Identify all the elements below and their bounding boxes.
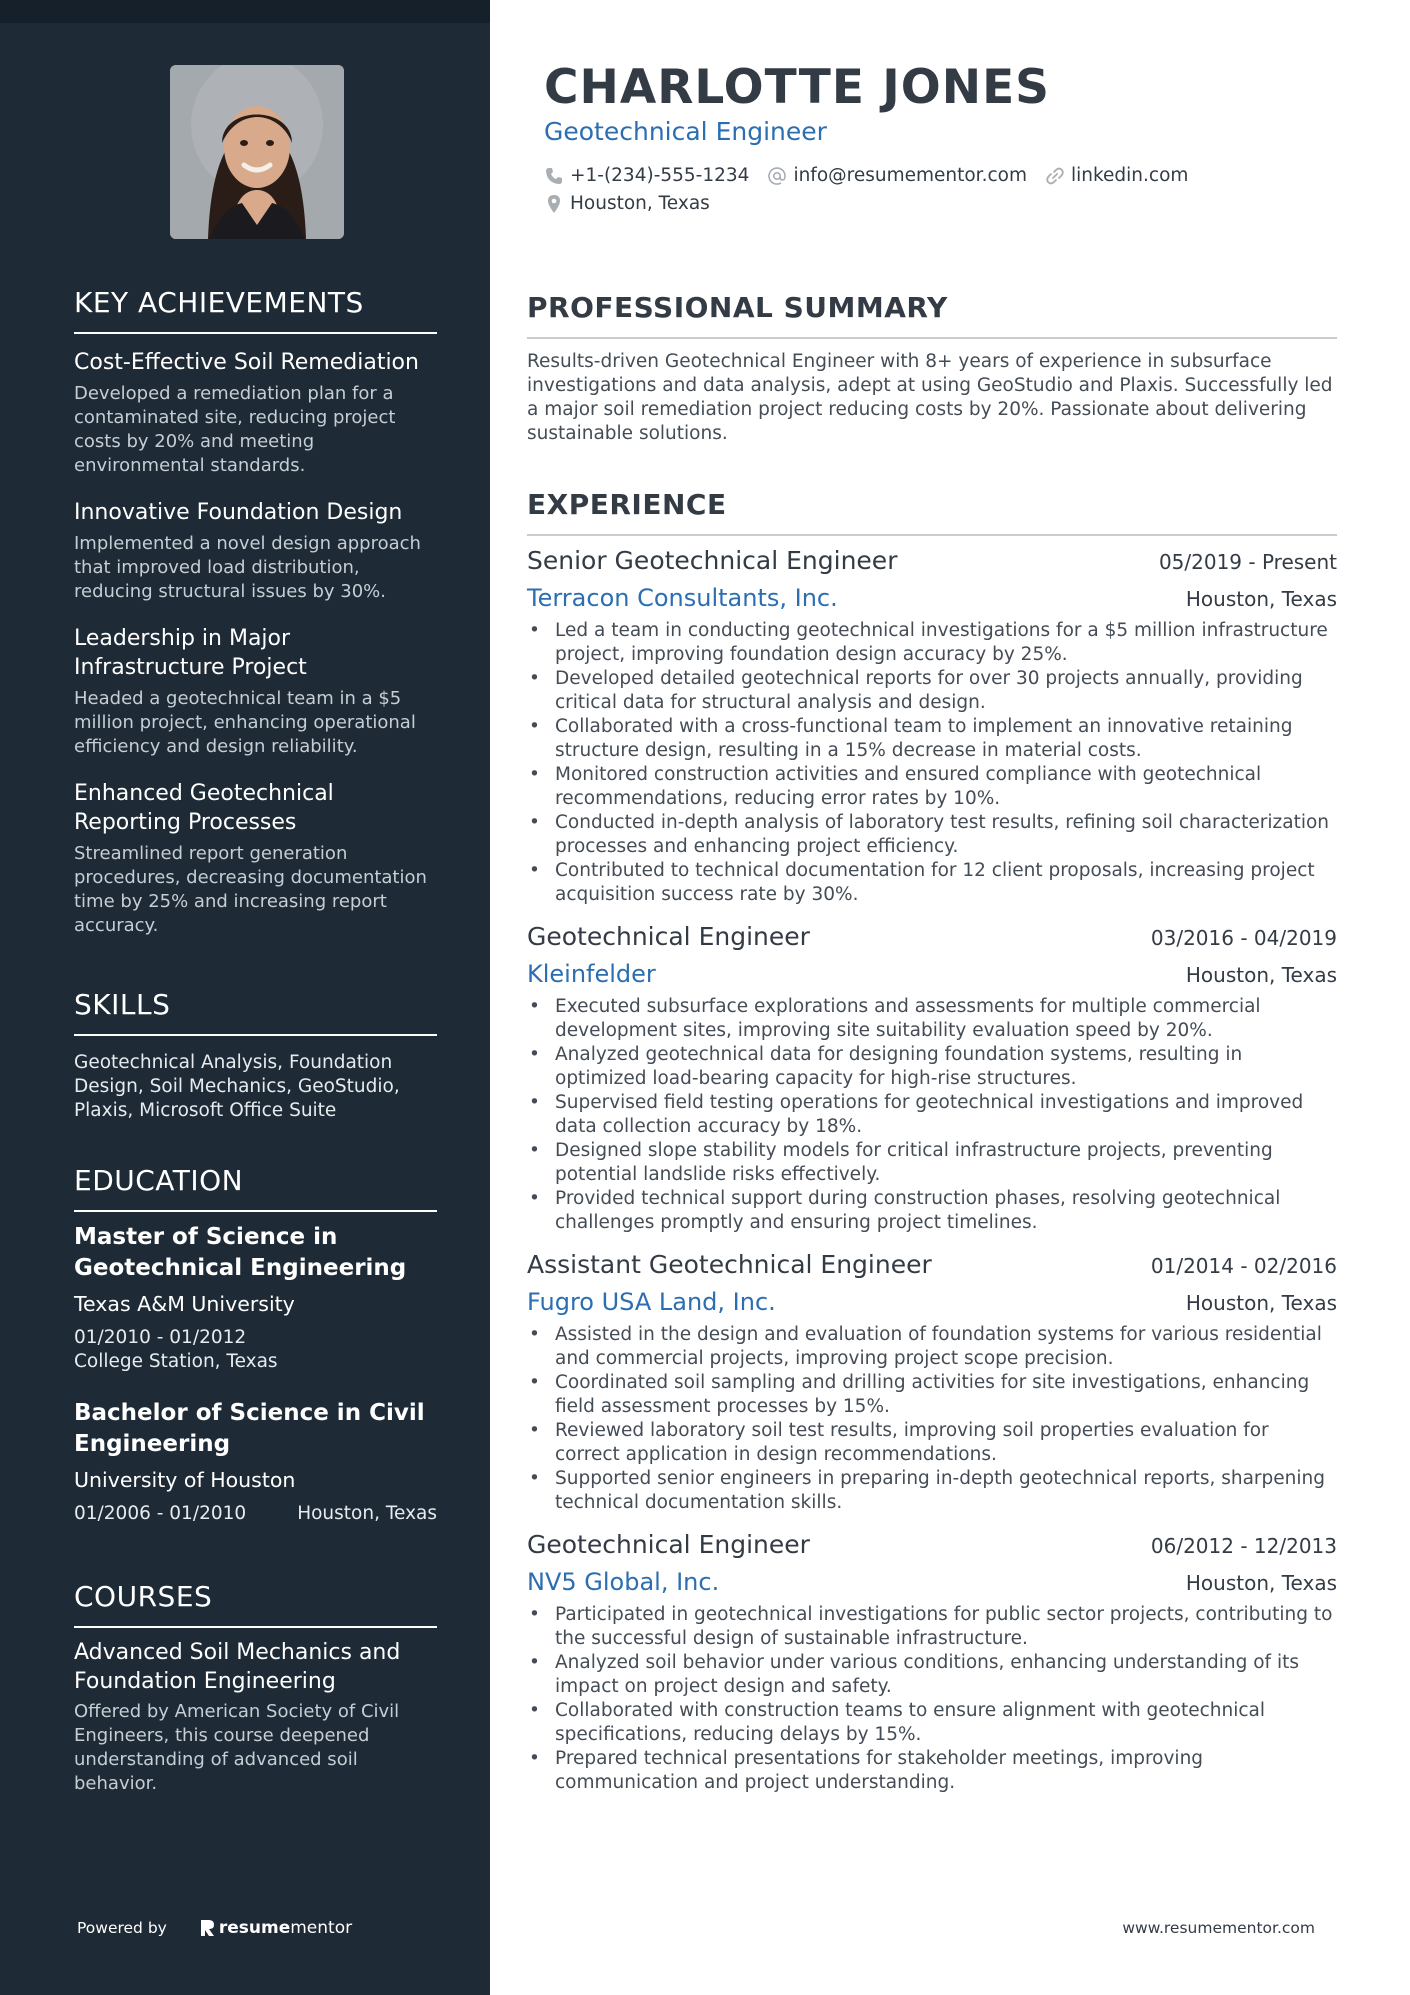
job-header [527, 1527, 1337, 1564]
job-location: Houston, Texas [1185, 1571, 1337, 1595]
job-subheader [527, 1284, 1337, 1321]
job-location: Houston, Texas [1185, 963, 1337, 987]
job-entry [527, 919, 1337, 1235]
job-bullet: • Collaborated with construction teams to ensure alignment with geotechnical specifications, reducing delays by 15%. [527, 1699, 1337, 1747]
job-bullet: • Executed subsurface explorations and assessments for multiple commercial development sites, improving site suitability evaluation speed by 20%. [527, 995, 1337, 1043]
job-role: Geotechnical Engineer [527, 922, 810, 951]
job-bullet: • Conducted in-depth analysis of laboratory test results, refining soil characterization processes and enhancing project efficiency. [527, 811, 1337, 859]
job-entry [527, 1527, 1337, 1795]
job-header [527, 919, 1337, 956]
course-title: Advanced Soil Mechanics and Foundation Engineering [74, 1640, 401, 1694]
summary-text: Results-driven Geotechnical Engineer with 8+ years of experience in subsurface investigations and data analysis, adept at using GeoStudio and Plaxis. Successfully led a major soil remediation project reducing costs by 20%. Passionate about delivering sustainable solutions. [527, 351, 1333, 444]
job-bullets [527, 619, 1337, 907]
achievement-desc: Streamlined report generation procedures, decreasing documentation time by 25% and increasing report accuracy. [74, 843, 427, 936]
job-entry [527, 1247, 1337, 1515]
skills-list: Geotechnical Analysis, Foundation Design, Soil Mechanics, GeoStudio, Plaxis, Microsoft Office Suite [74, 1052, 400, 1121]
resumementor-logo-icon [199, 1918, 215, 1938]
course-desc: Offered by American Society of Civil Engineers, this course deepened understanding of advanced soil behavior. [74, 1701, 400, 1794]
powered-by-label: Powered by [77, 1919, 167, 1937]
job-header [527, 543, 1337, 580]
contact-email[interactable] [767, 162, 1027, 190]
achievement-desc: Implemented a novel design approach that improved load distribution, reducing structural issues by 30%. [74, 533, 421, 602]
job-bullet: • Coordinated soil sampling and drilling activities for site investigations, enhancing field assessment processes by 15%. [527, 1371, 1337, 1419]
achievement-title: Leadership in Major Infrastructure Project [74, 626, 307, 680]
phone-text: +1-(234)-555-1234 [570, 165, 750, 186]
education-list [74, 1222, 437, 1526]
achievement-item [74, 624, 437, 759]
job-bullet: • Monitored construction activities and ensured compliance with geotechnical recommendations, reducing error rates by 10%. [527, 763, 1337, 811]
job-bullet: • Designed slope stability models for critical infrastructure projects, preventing potential landslide risks effectively. [527, 1139, 1337, 1187]
courses-heading: COURSES [74, 1580, 437, 1628]
job-bullets [527, 1603, 1337, 1795]
job-bullets [527, 995, 1337, 1235]
job-bullet: • Reviewed laboratory soil test results, improving soil properties evaluation for correct application in design recommendations. [527, 1419, 1337, 1467]
experience-heading: EXPERIENCE [527, 488, 1337, 536]
job-dates: 05/2019 - Present [1158, 550, 1337, 574]
job-bullet: • Led a team in conducting geotechnical investigations for a $5 million infrastructure project, improving foundation design accuracy by 25%. [527, 619, 1337, 667]
courses-list [74, 1638, 437, 1796]
job-role: Senior Geotechnical Engineer [527, 546, 898, 575]
job-subheader [527, 1564, 1337, 1601]
job-bullet: • Provided technical support during construction phases, resolving geotechnical challenges promptly and ensuring project timelines. [527, 1187, 1337, 1235]
website-link[interactable]: www.resumementor.com [1122, 1919, 1315, 1937]
education-dates: 01/2010 - 01/2012 [74, 1327, 247, 1348]
achievement-title: Enhanced Geotechnical Reporting Processes [74, 781, 334, 835]
education-school: University of Houston [74, 1468, 296, 1492]
linkedin-text: linkedin.com [1070, 165, 1189, 186]
powered-by [77, 1918, 352, 1938]
sidebar-top-strip [0, 0, 490, 23]
brand-logo[interactable] [199, 1918, 352, 1938]
experience-list [527, 543, 1337, 1807]
job-bullet: • Assisted in the design and evaluation of foundation systems for various residential and commercial projects, improving project scope precision. [527, 1323, 1337, 1371]
job-bullet: • Supervised field testing operations for geotechnical investigations and improved data collection accuracy by 18%. [527, 1091, 1337, 1139]
job-bullets [527, 1323, 1337, 1515]
job-company: NV5 Global, Inc. [527, 1568, 720, 1596]
achievement-title: Innovative Foundation Design [74, 500, 403, 525]
education-school: Texas A&M University [74, 1292, 295, 1316]
course-item [74, 1638, 437, 1796]
achievement-item [74, 348, 437, 478]
job-bullet: • Collaborated with a cross-functional team to implement an innovative retaining structure design, resulting in a 15% decrease in material costs. [527, 715, 1337, 763]
education-location: College Station, Texas [74, 1351, 278, 1372]
achievement-item [74, 498, 437, 604]
profile-photo [170, 65, 344, 239]
skills-heading: SKILLS [74, 988, 437, 1036]
sidebar [0, 0, 490, 1995]
job-dates: 06/2012 - 12/2013 [1150, 1534, 1337, 1558]
achievement-desc: Developed a remediation plan for a contaminated site, reducing project costs by 20% and meeting environmental standards. [74, 383, 396, 476]
education-item [74, 1222, 437, 1374]
job-bullet: • Developed detailed geotechnical reports for over 30 projects annually, providing critical data for structural analysis and design. [527, 667, 1337, 715]
job-dates: 03/2016 - 04/2019 [1150, 926, 1337, 950]
job-role: Assistant Geotechnical Engineer [527, 1250, 932, 1279]
contact-phone[interactable] [544, 162, 749, 190]
job-bullet: • Analyzed soil behavior under various conditions, enhancing understanding of its impact on project design and safety. [527, 1651, 1337, 1699]
education-dates: 01/2006 - 01/2010 [74, 1503, 247, 1524]
location-pin-icon [544, 194, 564, 214]
job-company: Fugro USA Land, Inc. [527, 1288, 776, 1316]
location-text: Houston, Texas [570, 193, 710, 214]
phone-icon [544, 166, 564, 186]
candidate-name: CHARLOTTE JONES [544, 60, 1051, 115]
job-entry [527, 543, 1337, 907]
education-degree: Bachelor of Science in Civil Engineering [74, 1400, 425, 1457]
job-location: Houston, Texas [1185, 1291, 1337, 1315]
contact-linkedin[interactable] [1045, 162, 1188, 190]
job-bullet: • Participated in geotechnical investigations for public sector projects, contributing to the successful design of sustainable infrastructure. [527, 1603, 1337, 1651]
job-subheader [527, 580, 1337, 617]
contact-info [544, 162, 1344, 218]
job-bullet: • Analyzed geotechnical data for designing foundation systems, resulting in optimized load-bearing capacity for high-rise structures. [527, 1043, 1337, 1091]
email-text: info@resumementor.com [793, 165, 1027, 186]
achievements-heading: KEY ACHIEVEMENTS [74, 286, 437, 334]
brand-name-rest: mentor [290, 1918, 353, 1938]
job-subheader [527, 956, 1337, 993]
job-location: Houston, Texas [1185, 587, 1337, 611]
achievements-list [74, 348, 437, 958]
at-sign-icon [767, 166, 787, 186]
education-degree: Master of Science in Geotechnical Engineering [74, 1224, 407, 1281]
job-bullet: • Prepared technical presentations for stakeholder meetings, improving communication and project understanding. [527, 1747, 1337, 1795]
job-company: Kleinfelder [527, 960, 656, 988]
job-company: Terracon Consultants, Inc. [527, 584, 838, 612]
summary-heading: PROFESSIONAL SUMMARY [527, 291, 1337, 339]
link-icon [1045, 166, 1065, 186]
education-location: Houston, Texas [297, 1503, 437, 1524]
education-item [74, 1398, 437, 1526]
education-heading: EDUCATION [74, 1164, 437, 1212]
job-bullet: • Contributed to technical documentation for 12 client proposals, increasing project acquisition success rate by 30%. [527, 859, 1337, 907]
brand-name-bold: resume [218, 1918, 291, 1938]
achievement-title: Cost-Effective Soil Remediation [74, 350, 419, 375]
contact-location [544, 190, 710, 218]
job-bullet: • Supported senior engineers in preparing in-depth geotechnical reports, sharpening technical documentation skills. [527, 1467, 1337, 1515]
job-header [527, 1247, 1337, 1284]
candidate-title: Geotechnical Engineer [544, 117, 827, 146]
contact-row [544, 162, 1344, 190]
job-role: Geotechnical Engineer [527, 1530, 810, 1559]
contact-row [544, 190, 1344, 218]
achievement-desc: Headed a geotechnical team in a $5 million project, enhancing operational efficiency and design reliability. [74, 688, 416, 757]
education-meta-row [74, 1502, 437, 1526]
job-dates: 01/2014 - 02/2016 [1150, 1254, 1337, 1278]
achievement-item [74, 779, 437, 938]
